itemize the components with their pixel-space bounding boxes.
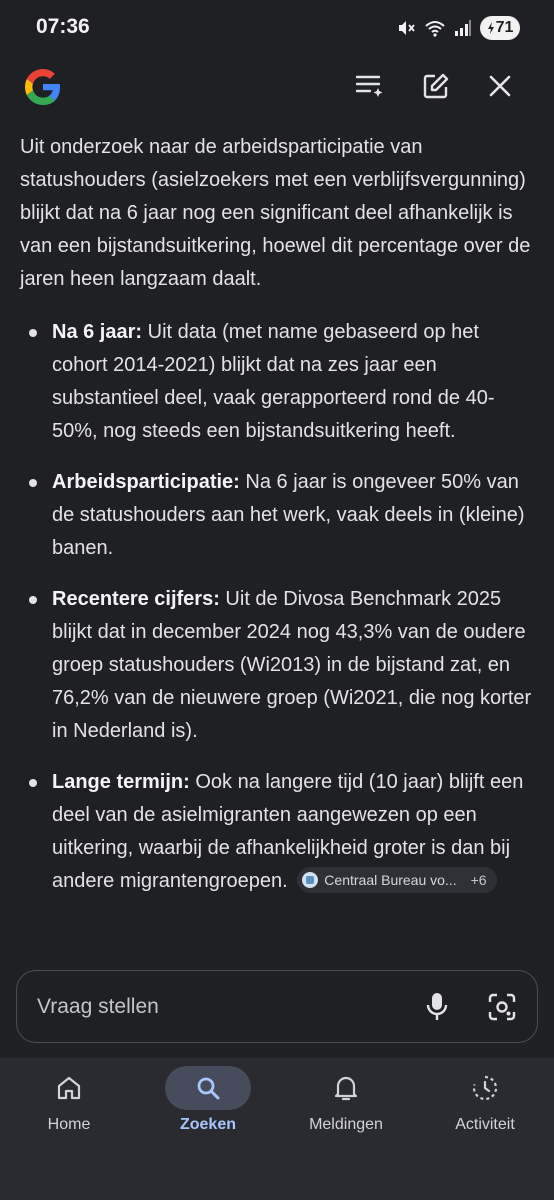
edit-icon[interactable] [416,66,456,106]
answer-content [20,131,532,916]
bullet-title: Lange termijn: [52,771,190,793]
bullet-text: Uit de Divosa Benchmark 2025 blijkt dat in december 2024 nog 43,3% van de oudere groep statushouders (Wi2013) in de bijstand zat, en 76,2% van de nieuwere groep (Wi2021, die nog korter in Nederland is). [52,588,532,742]
nav-label: Home [47,1116,91,1133]
bullet-title: Na 6 jaar: [52,321,143,343]
home-icon [26,1066,112,1110]
bullet-text: Ook na langere tijd (10 jaar) blijft een deel van de asielmigranten aangewezen op een uitkering, waarbij de afhankelijkheid groter is dan bij andere migrantengroepen. [52,771,524,892]
status-bar [0,0,554,56]
nav-label: Meldingen [309,1116,383,1133]
answer-bullet-list [20,316,532,898]
activity-icon [442,1066,528,1110]
nav-item-zoeken[interactable] [149,1066,267,1146]
bullet-dot [29,596,37,604]
lens-camera-icon[interactable] [482,987,522,1027]
app-header [0,60,554,112]
bullet-text: Uit data (met name gebaseerd op het cohort 2014-2021) blijkt dat na zes jaar een substantieel deel, vaak gerapporteerd rond de 40-50%, nog steeds een bijstandsuitkering heeft. [52,321,495,442]
nav-label: Activiteit [455,1116,515,1133]
bullet-dot [29,329,37,337]
bullet-dot [29,779,37,787]
status-time: 07:36 [36,15,90,38]
bullet-item-lange-termijn [20,766,532,898]
bullet-item-recentere-cijfers [20,583,532,748]
close-icon[interactable] [480,66,520,106]
battery-icon [480,16,520,40]
signal-icon [454,19,472,37]
source-chip-count: +6 [470,872,487,888]
search-icon [165,1066,251,1110]
bullet-text: Na 6 jaar is ongeveer 50% van de statushouders aan het werk, vaak deels in (kleine) banen. [52,471,525,559]
ask-input[interactable] [37,971,397,1042]
battery-level: 71 [495,19,514,36]
mic-icon[interactable] [419,987,455,1027]
bottom-nav [0,1058,554,1200]
bell-icon [303,1066,389,1110]
bullet-dot [29,479,37,487]
source-chip-label: Centraal Bureau vo... [324,872,457,888]
wifi-icon [424,18,446,38]
source-chip[interactable] [297,867,496,893]
bullet-title: Arbeidsparticipatie: [52,471,240,493]
status-icons [396,14,520,42]
bullet-item-arbeidsparticipatie [20,466,532,565]
nav-item-activiteit[interactable] [426,1066,544,1146]
ask-bar [16,970,538,1043]
google-g-logo[interactable] [22,66,64,108]
source-favicon-icon [302,872,318,888]
bullet-item-na-6-jaar [20,316,532,448]
history-list-icon[interactable] [350,66,390,106]
bullet-title: Recentere cijfers: [52,588,220,610]
answer-intro: Uit onderzoek naar de arbeidsparticipatie van statushouders (asielzoekers met een verblijfsvergunning) blijkt dat na 6 jaar nog een significant deel afhankelijk is van een bijstandsuitkering, hoewel dit percentage over de jaren heen langzaam daalt. [20,136,531,290]
nav-label: Zoeken [179,1116,236,1133]
mute-icon [396,18,416,38]
nav-item-meldingen[interactable] [287,1066,405,1146]
nav-item-home[interactable] [10,1066,128,1146]
